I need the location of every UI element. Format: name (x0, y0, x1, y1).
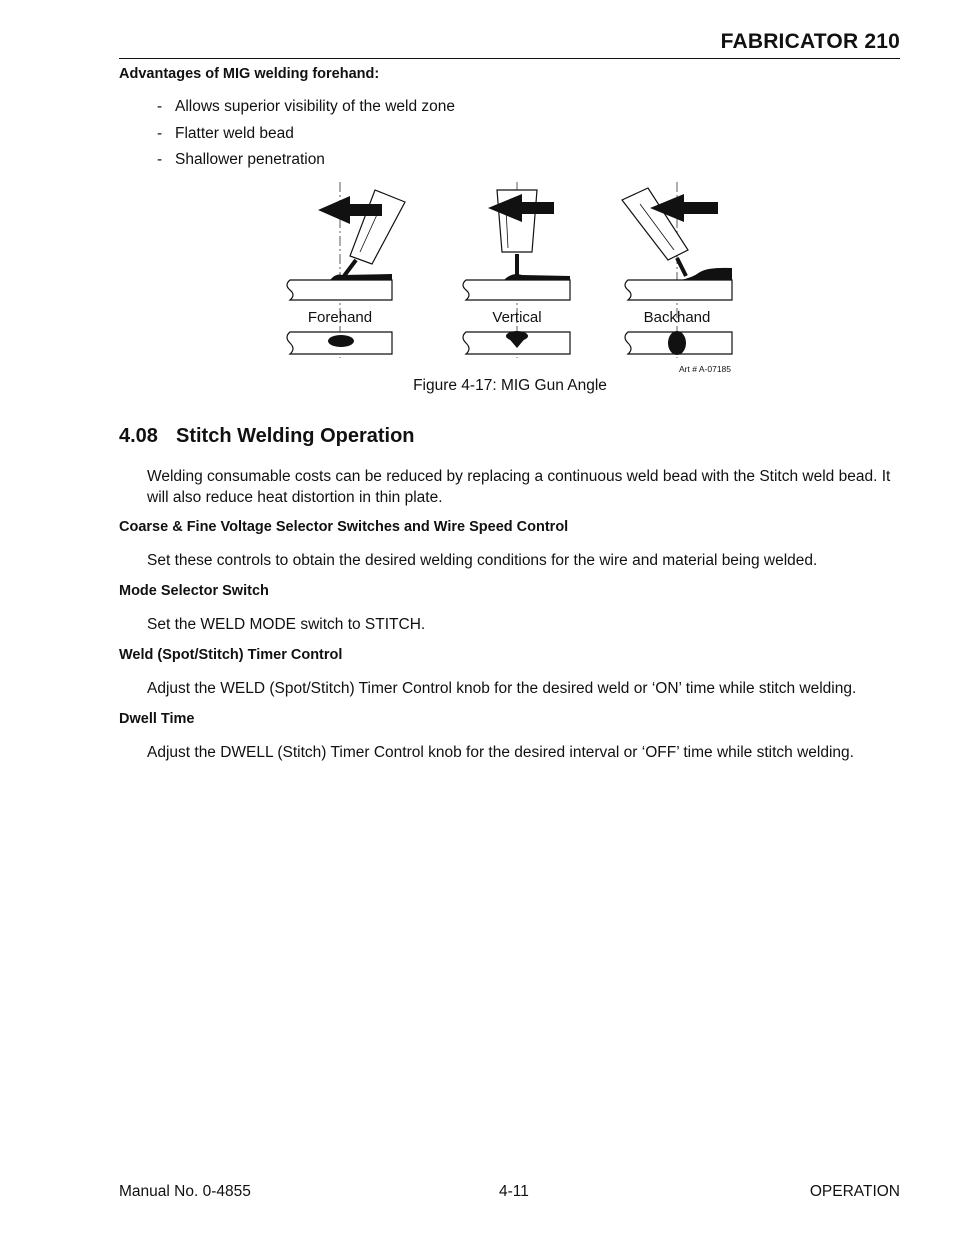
subsection-text: Set the WELD MODE switch to STITCH. (147, 616, 426, 633)
forehand-diagram (287, 182, 405, 358)
section-title-text: Stitch Welding Operation (176, 425, 415, 447)
subsection-text: Adjust the DWELL (Stitch) Timer Control knob for the desired interval or ‘OFF’ time while stitch welding. (147, 744, 854, 761)
subsection-heading: Dwell Time (119, 711, 195, 727)
mig-gun-angle-figure (280, 178, 740, 378)
footer-manual-number: Manual No. 0-4855 (119, 1183, 251, 1200)
art-number: Art # A-07185 (679, 364, 731, 374)
page-header-title: FABRICATOR 210 (720, 30, 900, 53)
section-title (119, 425, 415, 448)
backhand-label: Backhand (643, 309, 711, 326)
advantages-heading: Advantages of MIG welding forehand: (119, 66, 380, 82)
subsection-text: Adjust the WELD (Spot/Stitch) Timer Control knob for the desired weld or ‘ON’ time while stitch welding. (147, 680, 857, 697)
list-item: - Allows superior visibility of the weld zone (157, 98, 455, 115)
vertical-diagram (463, 182, 570, 358)
subsection-heading: Coarse & Fine Voltage Selector Switches and Wire Speed Control (119, 519, 569, 535)
subsection-heading: Weld (Spot/Stitch) Timer Control (119, 647, 343, 663)
list-item: - Shallower penetration (157, 151, 325, 168)
footer-section-name: OPERATION (809, 1183, 900, 1200)
vertical-label: Vertical (492, 309, 542, 326)
figure-caption: Figure 4-17: MIG Gun Angle (413, 377, 607, 394)
forehand-label: Forehand (307, 309, 373, 326)
list-item: - Flatter weld bead (157, 124, 294, 142)
backhand-diagram (622, 182, 732, 358)
subsection-heading: Mode Selector Switch (119, 583, 269, 599)
footer-page-number: 4-11 (499, 1183, 529, 1200)
advantages-list (157, 96, 455, 176)
section-intro: Welding consumable costs can be reduced by replacing a continuous weld bead with the Stitch weld bead. It will also reduce heat distortion in thin plate. (147, 468, 891, 506)
header-rule (119, 58, 900, 59)
subsection-text: Set these controls to obtain the desired welding conditions for the wire and material being welded. (147, 552, 818, 569)
section-number: 4.08 (119, 425, 158, 447)
